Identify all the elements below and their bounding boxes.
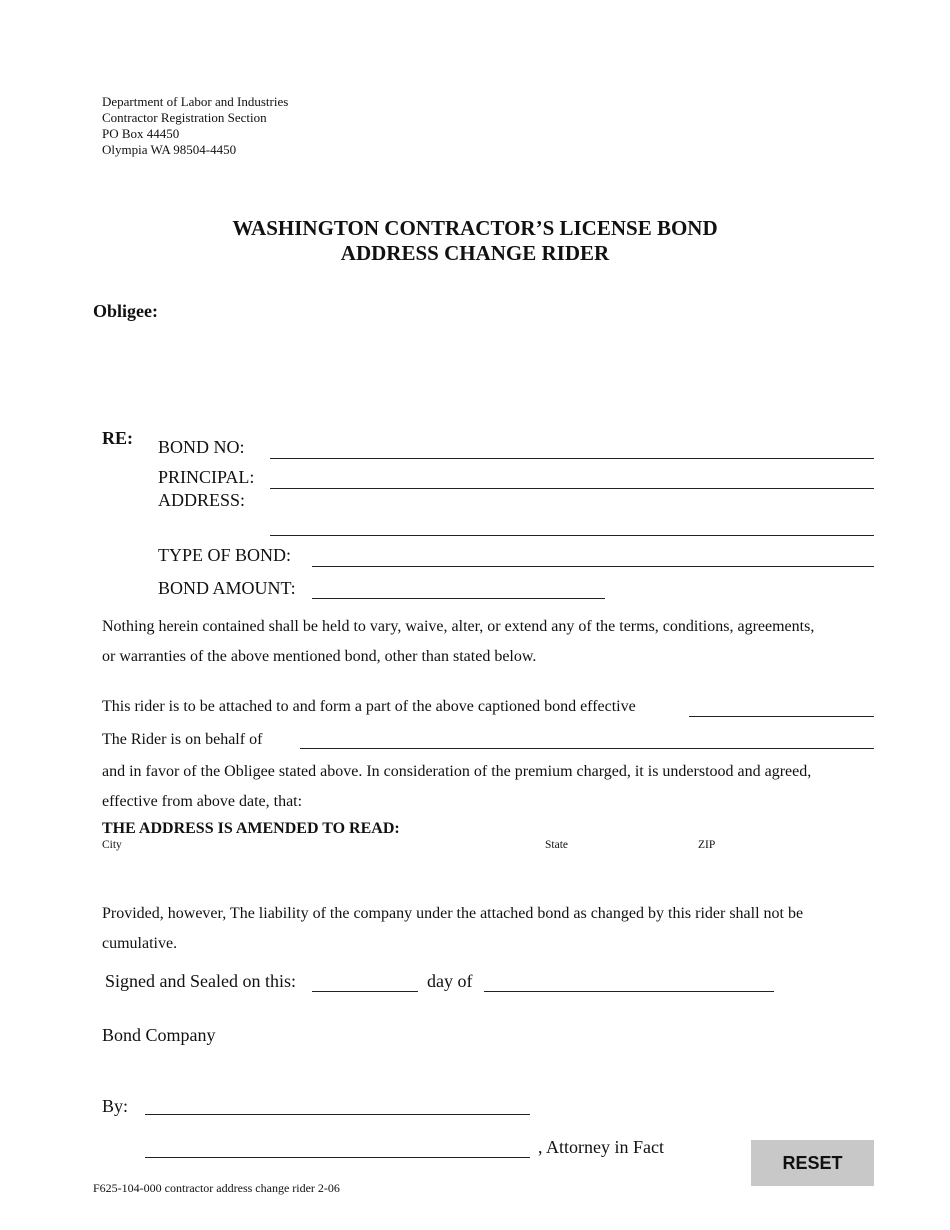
form-title-line1: WASHINGTON CONTRACTOR’S LICENSE BOND xyxy=(232,216,718,240)
re-label: RE: xyxy=(102,428,133,448)
reset-button[interactable]: RESET xyxy=(751,1140,874,1186)
agency-address xyxy=(102,94,288,158)
provided-line2: cumulative. xyxy=(102,935,178,952)
type-of-bond-label: TYPE OF BOND: xyxy=(158,545,292,565)
nothing-herein-line2: or warranties of the above mentioned bond, other than stated below. xyxy=(102,648,537,665)
address-field[interactable] xyxy=(270,535,874,536)
effective-date-field[interactable] xyxy=(689,716,874,717)
rider-effective-text: This rider is to be attached to and form a part of the above captioned bond effective xyxy=(102,698,636,715)
provided-text xyxy=(102,899,803,959)
address-label: ADDRESS: xyxy=(158,490,246,510)
bond-amount-label: BOND AMOUNT: xyxy=(158,578,296,598)
new-zip-label: ZIP xyxy=(698,839,716,851)
obligee-label: Obligee: xyxy=(93,301,158,321)
type-of-bond-field[interactable] xyxy=(312,566,874,567)
principal-label: PRINCIPAL: xyxy=(158,467,255,487)
signed-month-field[interactable] xyxy=(484,991,774,992)
bond-no-field[interactable] xyxy=(270,458,874,459)
address-line-city: Olympia WA 98504-4450 xyxy=(102,142,237,157)
signed-sealed-label: Signed and Sealed on this: xyxy=(105,971,296,991)
by-signature-field[interactable] xyxy=(145,1114,530,1115)
amended-heading: THE ADDRESS IS AMENDED TO READ: xyxy=(102,820,400,837)
attorney-in-fact-label: , Attorney in Fact xyxy=(538,1137,664,1157)
address-line-department: Department of Labor and Industries xyxy=(102,94,289,109)
principal-field[interactable] xyxy=(270,488,874,489)
address-line-po-box: PO Box 44450 xyxy=(102,126,180,141)
rider-behalf-text: The Rider is on behalf of xyxy=(102,731,263,748)
nothing-herein-line1: Nothing herein contained shall be held to vary, waive, alter, or extend any of the terms, conditions, agreements, xyxy=(102,618,815,635)
favor-line2: effective from above date, that: xyxy=(102,793,303,810)
rider-behalf-field[interactable] xyxy=(300,748,874,749)
bond-no-label: BOND NO: xyxy=(158,437,245,457)
attorney-name-field[interactable] xyxy=(145,1157,530,1158)
form-title xyxy=(0,216,950,266)
address-line-section: Contractor Registration Section xyxy=(102,110,267,125)
new-state-label: State xyxy=(545,839,568,851)
provided-line1: Provided, however, The liability of the company under the attached bond as changed by this rider shall not be xyxy=(102,905,804,922)
nothing-herein-text xyxy=(102,612,814,672)
form-title-line2: ADDRESS CHANGE RIDER xyxy=(340,241,610,265)
signed-day-field[interactable] xyxy=(312,991,418,992)
bond-company-label: Bond Company xyxy=(102,1025,216,1045)
day-of-label: day of xyxy=(427,971,473,991)
new-city-label: City xyxy=(102,839,122,851)
favor-line1: and in favor of the Obligee stated above. In consideration of the premium charged, it is understood and agreed, xyxy=(102,763,812,780)
favor-text xyxy=(102,757,811,817)
by-label: By: xyxy=(102,1096,129,1116)
bond-amount-field[interactable] xyxy=(312,598,605,599)
form-footer: F625-104-000 contractor address change rider 2-06 xyxy=(93,1181,340,1195)
